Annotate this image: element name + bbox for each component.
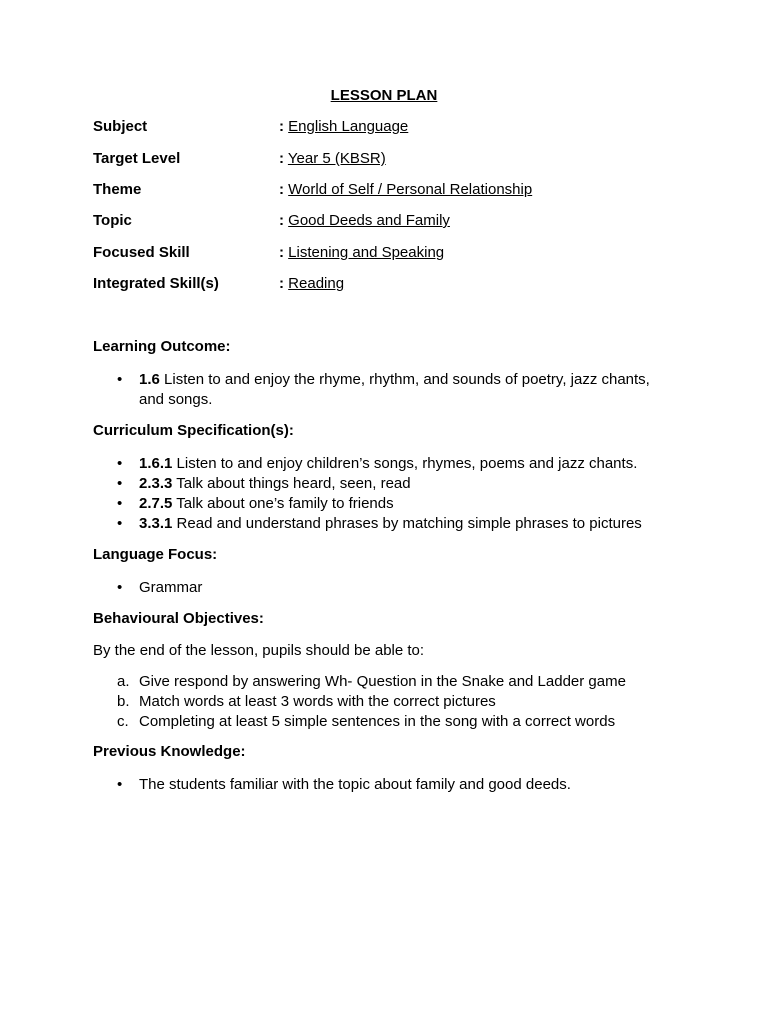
list-letter: a. (117, 673, 130, 690)
spec-text: Talk about things heard, seen, read (176, 475, 411, 492)
field-label: Target Level (93, 150, 181, 167)
behavioural-intro: By the end of the lesson, pupils should be able to: (93, 642, 425, 659)
spec-code: 3.3.1 (139, 515, 173, 532)
list-letter: c. (117, 713, 129, 730)
outcome-text: Listen to and enjoy the rhyme, rhythm, and sounds of poetry, jazz chants, and songs. (139, 371, 650, 408)
outcome-code: 1.6 (139, 371, 160, 388)
field-label: Theme (93, 181, 142, 198)
spec-code: 1.6.1 (139, 455, 173, 472)
bullet-icon: • (117, 579, 123, 596)
list-letter: b. (117, 693, 130, 710)
field-value: Good Deeds and Family (288, 212, 450, 229)
curriculum-heading: Curriculum Specification(s): (93, 422, 294, 439)
field-label: Subject (93, 118, 148, 135)
language-focus-heading: Language Focus: (93, 546, 218, 563)
field-separator: : (279, 244, 284, 261)
document-title: LESSON PLAN (330, 87, 438, 104)
spec-code: 2.3.3 (139, 475, 173, 492)
spec-code: 2.7.5 (139, 495, 173, 512)
bullet-icon: • (117, 371, 123, 388)
previous-knowledge-heading: Previous Knowledge: (93, 743, 246, 760)
field-separator: : (279, 118, 284, 135)
language-focus-text: Grammar (139, 579, 203, 596)
spec-text: Listen to and enjoy children’s songs, rhymes, poems and jazz chants. (176, 455, 638, 472)
field-separator: : (279, 275, 284, 292)
bullet-icon: • (117, 515, 123, 532)
spec-text: Read and understand phrases by matching simple phrases to pictures (176, 515, 642, 532)
field-separator: : (279, 212, 284, 229)
field-label: Integrated Skill(s) (93, 275, 219, 292)
behavioural-heading: Behavioural Objectives: (93, 610, 264, 627)
field-value: Reading (288, 275, 345, 292)
objective-text: Completing at least 5 simple sentences in the song with a correct words (139, 713, 616, 730)
bullet-icon: • (117, 495, 123, 512)
field-value: English Language (288, 118, 409, 135)
field-value: Listening and Speaking (288, 244, 445, 261)
objective-text: Give respond by answering Wh- Question in the Snake and Ladder game (139, 673, 626, 690)
field-value: World of Self / Personal Relationship (288, 181, 533, 198)
field-label: Focused Skill (93, 244, 190, 261)
bullet-icon: • (117, 455, 123, 472)
field-value: Year 5 (KBSR) (287, 150, 386, 167)
previous-knowledge-text: The students familiar with the topic about family and good deeds. (139, 776, 571, 793)
objective-text: Match words at least 3 words with the correct pictures (139, 693, 496, 710)
learning-outcome-heading: Learning Outcome: (93, 338, 231, 355)
field-label: Topic (93, 212, 132, 229)
bullet-icon: • (117, 475, 123, 492)
spec-text: Talk about one’s family to friends (176, 495, 394, 512)
field-separator: : (279, 181, 284, 198)
field-separator: : (279, 150, 284, 167)
bullet-icon: • (117, 776, 123, 793)
